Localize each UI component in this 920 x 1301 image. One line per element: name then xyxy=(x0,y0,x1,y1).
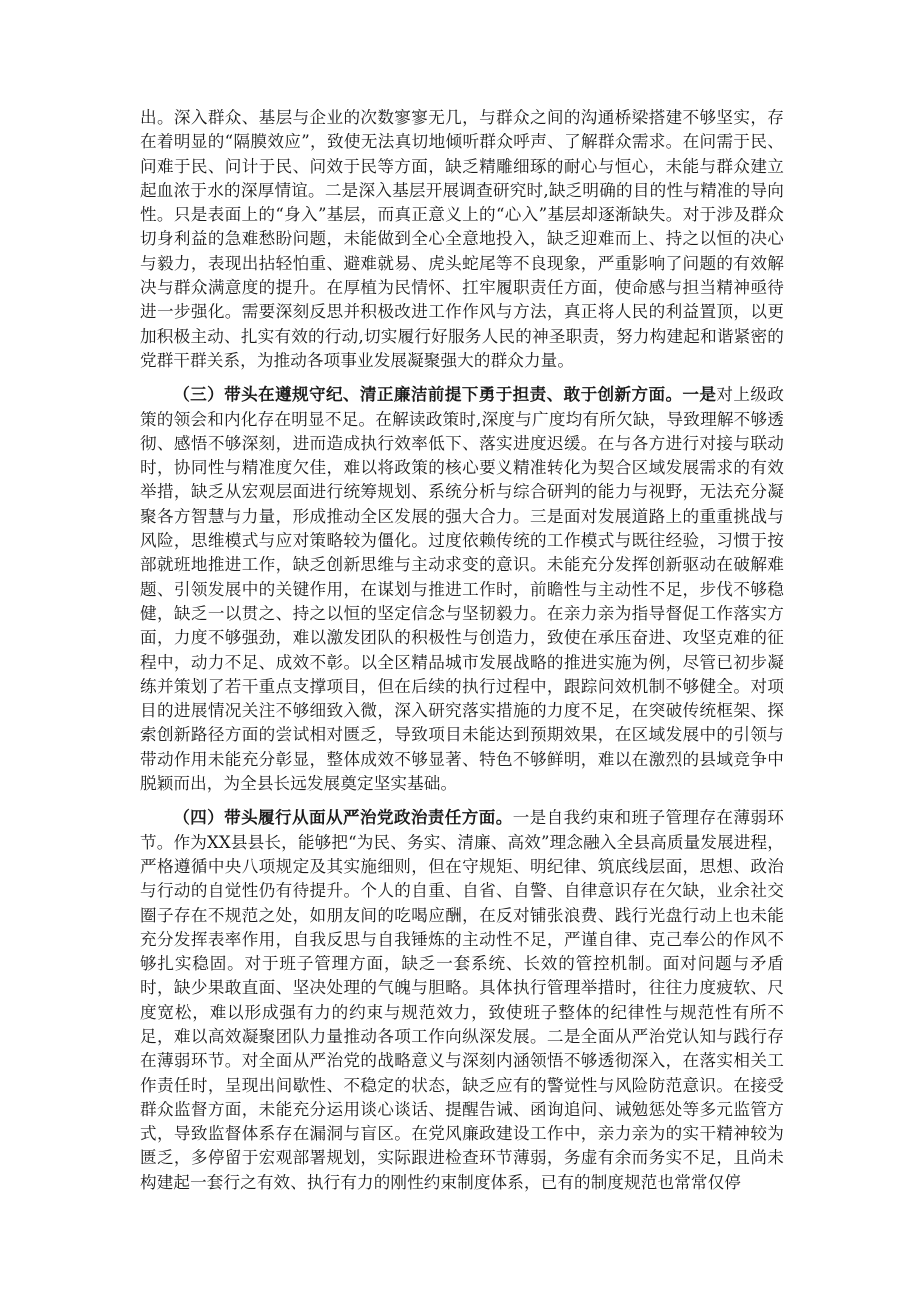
paragraph-3-text: 一是自我约束和班子管理存在薄弱环节。作为XX县县长，能够把“为民、务实、清廉、高效”理念融入全县高质量发展进程，严格遵循中央八项规定及其实施细则，但在守规矩、明纪律、筑底线层面，思想、政治与行动的自觉性仍有待提升。个人的自重、自省、自警、自律意识存在欠缺，业余社交圈子存在不规范之处，如朋友间的吃喝应酬，在反对铺张浪费、践行光盘行动上也未能充分发挥表率作用，自我反思与自我锤炼的主动性不足，严谨自律、克己奉公的作风不够扎实稳固。对于班子管理方面，缺乏一套系统、长效的管控机制。面对问题与矛盾时，缺少果敢直面、坚决处理的气魄与胆略。具体执行管理举措时，往往力度疲软、尺度宽松，难以形成强有力的约束与规范效力，致使班子整体的纪律性与规范性有所不足，难以高效凝聚团队力量推动各项工作向纵深发展。二是全面从严治党认知与践行存在薄弱环节。对全面从严治党的战略意义与深刻内涵领悟不够透彻深入，在落实相关工作责任时，呈现出间歇性、不稳定的状态，缺乏应有的警觉性与风险防范意识。在接受群众监督方面，未能充分运用谈心谈话、提醒告诫、函询追问、诫勉惩处等多元监管方式，导致监督体系存在漏洞与盲区。在党风廉政建设工作中，亲力亲为的实干精神较为匮乏，多停留于宏观部署规划，实际跟进检查环节薄弱，务虚有余而务实不足，且尚未构建起一套行之有效、执行有力的刚性约束制度体系，已有的制度规范也常常仅停 xyxy=(140,808,784,1192)
document-page xyxy=(140,106,784,1205)
paragraph-3 xyxy=(140,806,784,1195)
paragraph-2 xyxy=(140,383,784,796)
section-heading-3: （三）带头在遵规守纪、清正廉洁前提下勇于担责、敢于创新方面。 xyxy=(173,385,683,405)
section-heading-4: （四）带头履行从面从严治党政治责任方面。 xyxy=(173,808,513,828)
paragraph-2-lead: 一是 xyxy=(682,385,717,405)
paragraph-2-text: 对上级政策的领会和内化存在明显不足。在解读政策时,深度与广度均有所欠缺，导致理解不够透彻、感悟不够深刻，进而造成执行效率低下、落实进度迟缓。在与各方进行对接与联动时，协同性与精准度欠佳，难以将政策的核心要义精准转化为契合区域发展需求的有效举措，缺乏从宏观层面进行统筹规划、系统分析与综合研判的能力与视野，无法充分凝聚各方智慧与力量，形成推动全区发展的强大合力。三是面对发展道路上的重重挑战与风险，思维模式与应对策略较为僵化。过度依赖传统的工作模式与既往经验，习惯于按部就班地推进工作，缺乏创新思维与主动求变的意识。未能充分发挥创新驱动在破解难题、引领发展中的关键作用，在谋划与推进工作时，前瞻性与主动性不足，步伐不够稳健，缺乏一以贯之、持之以恒的坚定信念与坚韧毅力。在亲力亲为指导督促工作落实方面，力度不够强劲，难以激发团队的积极性与创造力，致使在承压奋进、攻坚克难的征程中，动力不足、成效不彰。以全区精品城市发展战略的推进实施为例，尽管已初步凝练并策划了若干重点支撑项目，但在后续的执行过程中，跟踪问效机制不够健全。对项目的进展情况关注不够细致入微，深入研究落实措施的力度不足，在突破传统框架、探索创新路径方面的尝试相对匮乏，导致项目未能达到预期效果，在区域发展中的引领与带动作用未能充分彰显，整体成效不够显著、特色不够鲜明，难以在激烈的县域竞争中脱颖而出，为全县长远发展奠定坚实基础。 xyxy=(140,385,784,794)
paragraph-1 xyxy=(140,106,784,373)
paragraph-1-text: 出。深入群众、基层与企业的次数寥寥无几，与群众之间的沟通桥梁搭建不够坚实，存在着明显的“隔膜效应”，致使无法真切地倾听群众呼声、了解群众需求。在问需于民、问难于民、问计于民、问效于民等方面，缺乏精雕细琢的耐心与恒心，未能与群众建立起血浓于水的深厚情谊。二是深入基层开展调查研究时,缺乏明确的目的性与精准的导向性。只是表面上的“身入”基层，而真正意义上的“心入”基层却逐渐缺失。对于涉及群众切身利益的急难愁盼问题，未能做到全心全意地投入，缺乏迎难而上、持之以恒的决心与毅力，表现出拈轻怕重、避难就易、虎头蛇尾等不良现象，严重影响了问题的有效解决与群众满意度的提升。在厚植为民情怀、扛牢履职责任方面，使命感与担当精神亟待进一步强化。需要深刻反思并积极改进工作作风与方法，真正将人民的利益置顶，以更加积极主动、扎实有效的行动,切实履行好服务人民的神圣职责，努力构建起和谐紧密的党群干群关系，为推动各项事业发展凝聚强大的群众力量。 xyxy=(140,108,784,370)
